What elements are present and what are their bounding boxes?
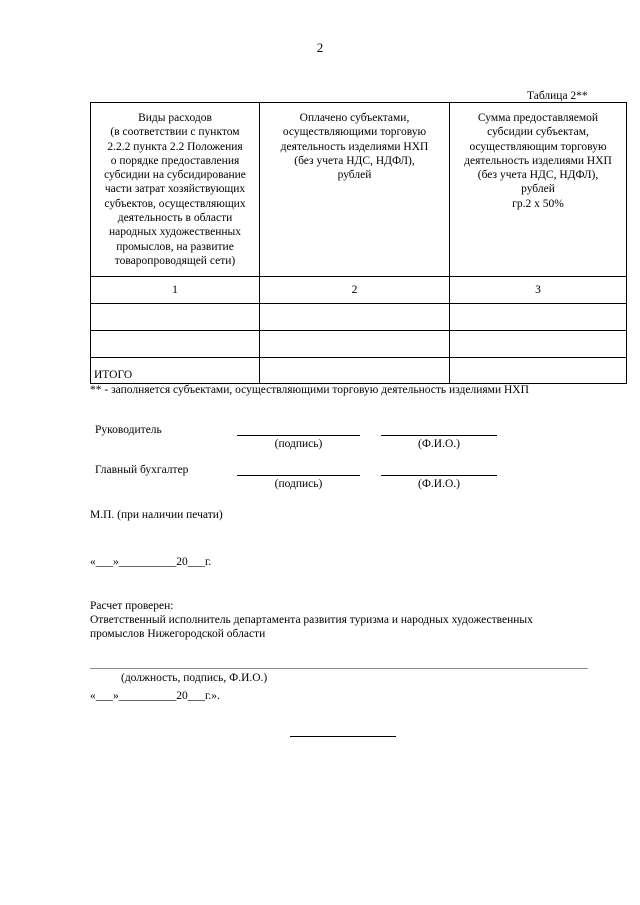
table-cell[interactable] (91, 331, 260, 358)
table-row (91, 331, 627, 358)
header-line: (без учета НДС, НДФЛ), (477, 169, 599, 182)
header-line: осуществляющим торговую (469, 140, 607, 153)
header-line: субъектов, осуществляющих (104, 197, 246, 210)
header-line: Виды расходов (138, 112, 212, 124)
table-cell[interactable] (260, 304, 450, 331)
header-line: товаропроводящей сети) (114, 254, 236, 267)
footnote: ** - заполняется субъектами, осуществляющими торговую деятельность изделиями НХП (90, 384, 529, 396)
header-line: промыслов, на развитие (116, 240, 234, 253)
header-cell-expense-types (91, 103, 260, 277)
header-line: рублей (337, 169, 372, 182)
director-label: Руководитель (95, 424, 162, 436)
date-line: «___»__________20___г. (90, 556, 212, 568)
table-row (91, 304, 627, 331)
header-line: деятельность изделиями НХП (464, 154, 612, 167)
end-separator-line (290, 736, 396, 737)
total-cell[interactable] (260, 358, 450, 384)
accountant-name-caption: (Ф.И.О.) (418, 478, 460, 490)
header-cell-paid (260, 103, 450, 277)
director-name-caption: (Ф.И.О.) (418, 438, 460, 450)
verification-line-1: Ответственный исполнитель департамента развития туризма и народных художественных (90, 614, 533, 626)
header-line: осуществляющими торговую (282, 126, 427, 139)
header-line: народных художественных (108, 226, 241, 239)
table-header-row (91, 103, 627, 277)
total-label: ИТОГО (91, 358, 260, 384)
table-cell[interactable] (260, 331, 450, 358)
header-line: субсидии субъектам, (487, 126, 589, 139)
verification-caption: (должность, подпись, Ф.И.О.) (121, 672, 268, 684)
verification-line-2: промыслов Нижегородской области (90, 628, 266, 640)
header-line: (без учета НДС, НДФЛ), (294, 154, 415, 167)
stamp-text: М.П. (при наличии печати) (90, 509, 223, 521)
director-signature-line[interactable] (237, 435, 360, 436)
header-line: (в соответствии с пунктом (110, 126, 240, 139)
verification-signature-line[interactable] (90, 668, 588, 669)
column-number-row (91, 277, 627, 304)
header-line: Оплачено субъектами, (299, 112, 410, 124)
director-name-line[interactable] (381, 435, 497, 436)
header-line: рублей (521, 183, 555, 196)
column-number-3: 3 (450, 277, 627, 304)
accountant-label: Главный бухгалтер (95, 464, 189, 476)
table-cell[interactable] (450, 304, 627, 331)
header-line: гр.2 х 50% (512, 197, 564, 210)
column-number-2: 2 (260, 277, 450, 304)
header-line: о порядке предоставления (110, 154, 240, 167)
page-number: 2 (316, 40, 324, 55)
header-cell-subsidy-amount (450, 103, 627, 277)
header-line: деятельность изделиями НХП (280, 140, 429, 153)
total-cell[interactable] (450, 358, 627, 384)
column-number-1: 1 (91, 277, 260, 304)
accountant-signature-caption: (подпись) (274, 478, 323, 490)
header-line: 2.2.2 пункта 2.2 Положения (107, 140, 243, 153)
total-row (91, 358, 627, 384)
header-line: Сумма предоставляемой (477, 112, 599, 124)
accountant-name-line[interactable] (381, 475, 497, 476)
verification-date-line: «___»__________20___г.». (90, 690, 220, 702)
table-cell[interactable] (450, 331, 627, 358)
accountant-signature-line[interactable] (237, 475, 360, 476)
header-line: субсидии на субсидирование (104, 169, 246, 182)
header-line: деятельность в области (117, 212, 233, 225)
header-line: части затрат хозяйствующих (104, 183, 246, 196)
director-signature-caption: (подпись) (274, 438, 323, 450)
expense-table (90, 102, 627, 384)
table-label: Таблица 2** (527, 90, 588, 102)
table-cell[interactable] (91, 304, 260, 331)
verification-title: Расчет проверен: (90, 600, 174, 612)
